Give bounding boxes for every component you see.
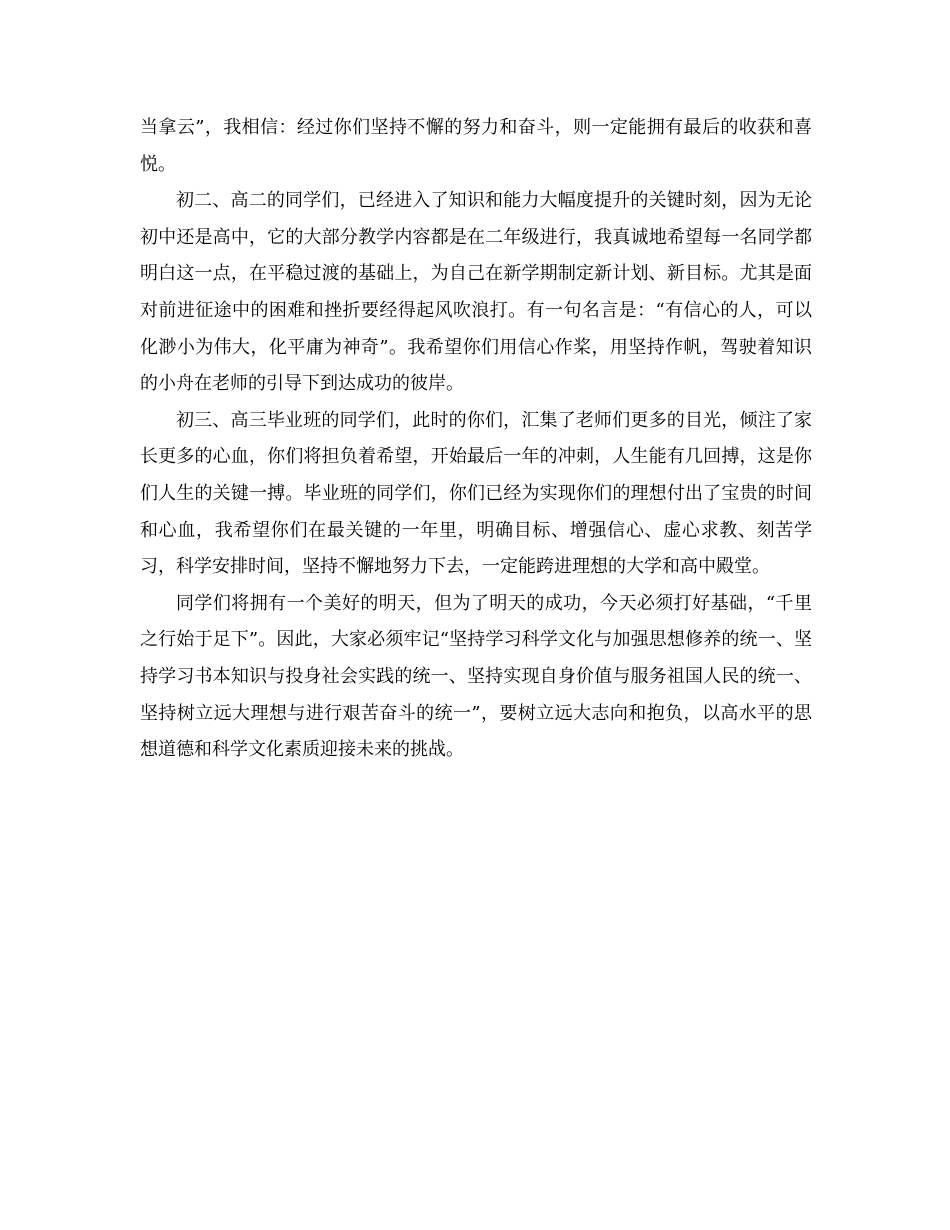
document-body	[140, 110, 812, 769]
paragraph-graduating-class: 初三、高三毕业班的同学们，此时的你们，汇集了老师们更多的目光，倾注了家长更多的心血，你们将担负着希望，开始最后一年的冲刺，人生能有几回搏，这是你们人生的关键一搏。毕业班的同学们，你们已经为实现你们的理想付出了宝贵的时间和心血，我希望你们在最关键的一年里，明确目标、增强信心、虚心求教、刻苦学习，科学安排时间，坚持不懈地努力下去，一定能跨进理想的大学和高中殿堂。	[140, 409, 812, 578]
paragraph-closing: 同学们将拥有一个美好的明天，但为了明天的成功，今天必须打好基础，“千里之行始于足下”。因此，大家必须牢记“坚持学习科学文化与加强思想修养的统一、坚持学习书本知识与投身社会实践的统一、坚持实现自身价值与服务祖国人民的统一、坚持树立远大理想与进行艰苦奋斗的统一”，要树立远大志向和抱负，以高水平的思想道德和科学文化素质迎接未来的挑战。	[140, 592, 812, 761]
paragraph-continuation: 当拿云”，我相信：经过你们坚持不懈的努力和奋斗，则一定能拥有最后的收获和喜悦。	[140, 117, 812, 175]
paragraph-grade-two: 初二、高二的同学们，已经进入了知识和能力大幅度提升的关键时刻，因为无论初中还是高中，它的大部分教学内容都是在二年级进行，我真诚地希望每一名同学都明白这一点，在平稳过渡的基础上，为自己在新学期制定新计划、新目标。尤其是面对前进征途中的困难和挫折要经得起风吹浪打。有一句名言是：“有信心的人，可以化渺小为伟大，化平庸为神奇”。我希望你们用信心作桨，用坚持作帆，驾驶着知识的小舟在老师的引导下到达成功的彼岸。	[140, 190, 812, 395]
